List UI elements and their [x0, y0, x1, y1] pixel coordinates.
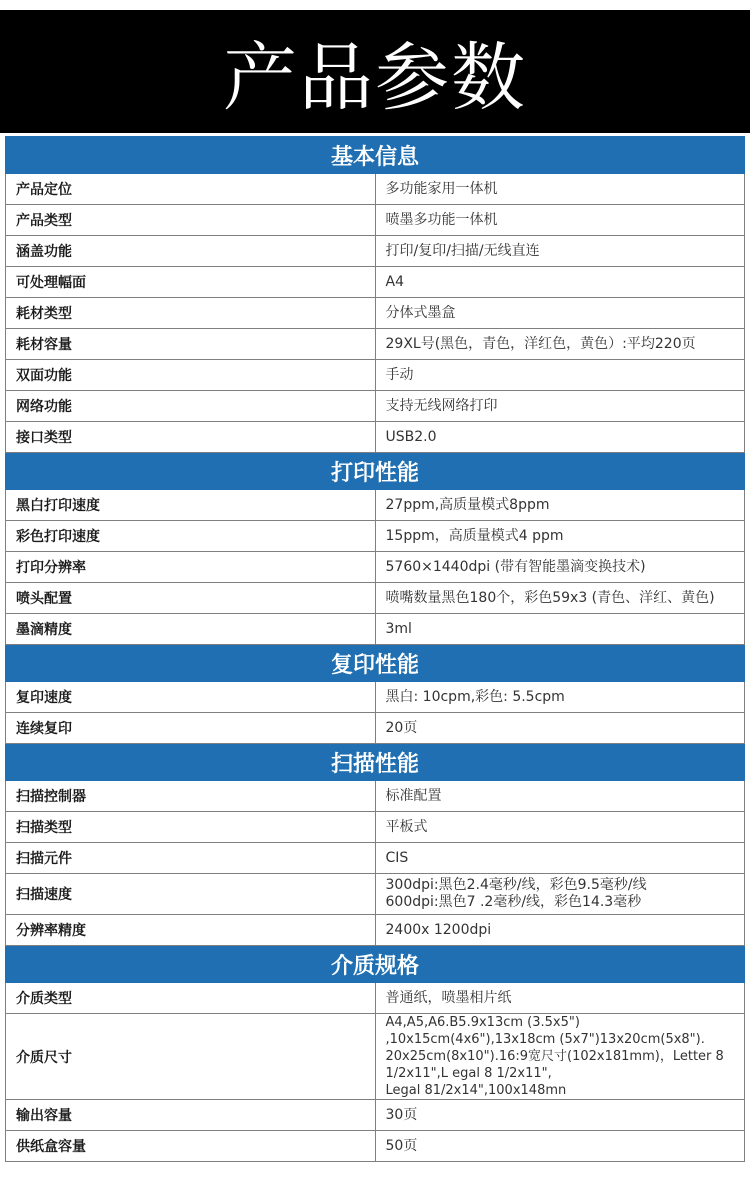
row-label: 连续复印	[6, 713, 376, 744]
table-row	[6, 915, 745, 946]
row-value: 黑白: 10cpm,彩色: 5.5cpm	[375, 682, 745, 713]
value-line: 20x25cm(8x10").16:9宽尺寸(102x181mm)，Letter 8 1/2x11",L egal 8 1/2x11",	[385, 1049, 724, 1081]
row-value: 27ppm,高质量模式8ppm	[375, 490, 745, 521]
row-value: 3ml	[375, 614, 745, 645]
row-value: 50页	[375, 1131, 745, 1162]
section-header-basic-info	[6, 137, 745, 174]
row-label: 介质类型	[6, 983, 376, 1014]
row-value: 平板式	[375, 812, 745, 843]
page-header	[0, 10, 750, 133]
table-row	[6, 1014, 745, 1100]
value-line: 600dpi:黑色7 .2毫秒/线，彩色14.3毫秒	[385, 894, 642, 910]
value-line: Legal 81/2x14",100x148mn	[385, 1083, 567, 1098]
table-row	[6, 267, 745, 298]
row-value: 30页	[375, 1100, 745, 1131]
row-value	[375, 874, 745, 915]
section-header-media-spec	[6, 946, 745, 983]
section-title: 打印性能	[6, 453, 745, 490]
row-label: 扫描类型	[6, 812, 376, 843]
row-value: 分体式墨盒	[375, 298, 745, 329]
table-row	[6, 205, 745, 236]
table-row	[6, 521, 745, 552]
row-label: 分辨率精度	[6, 915, 376, 946]
table-row	[6, 552, 745, 583]
page-title: 产品参数	[223, 34, 527, 121]
row-value: 打印/复印/扫描/无线直连	[375, 236, 745, 267]
row-label: 耗材类型	[6, 298, 376, 329]
section-header-copy-performance	[6, 645, 745, 682]
row-label: 产品类型	[6, 205, 376, 236]
table-row	[6, 781, 745, 812]
row-label: 接口类型	[6, 422, 376, 453]
row-label: 彩色打印速度	[6, 521, 376, 552]
row-label: 双面功能	[6, 360, 376, 391]
row-label: 介质尺寸	[6, 1014, 376, 1100]
row-label: 复印速度	[6, 682, 376, 713]
row-label: 可处理幅面	[6, 267, 376, 298]
row-label: 扫描控制器	[6, 781, 376, 812]
row-value: 手动	[375, 360, 745, 391]
row-value: 15ppm，高质量模式4 ppm	[375, 521, 745, 552]
row-label: 黑白打印速度	[6, 490, 376, 521]
table-row	[6, 360, 745, 391]
row-value	[375, 1014, 745, 1100]
row-value: 2400x 1200dpi	[375, 915, 745, 946]
table-row	[6, 391, 745, 422]
row-value: 标准配置	[375, 781, 745, 812]
table-row	[6, 1131, 745, 1162]
value-line: A4,A5,A6.B5.9x13cm (3.5x5") ,10x15cm(4x6"),13x18cm (5x7")13x20cm(5x8").	[385, 1015, 705, 1047]
section-title: 扫描性能	[6, 744, 745, 781]
section-header-scan-performance	[6, 744, 745, 781]
table-row	[6, 298, 745, 329]
row-value: 多功能家用一体机	[375, 174, 745, 205]
row-label: 供纸盒容量	[6, 1131, 376, 1162]
row-label: 喷头配置	[6, 583, 376, 614]
row-label: 扫描速度	[6, 874, 376, 915]
row-value: CIS	[375, 843, 745, 874]
table-row	[6, 490, 745, 521]
row-label: 产品定位	[6, 174, 376, 205]
row-label: 涵盖功能	[6, 236, 376, 267]
table-row	[6, 682, 745, 713]
spec-table	[5, 136, 745, 1162]
row-label: 墨滴精度	[6, 614, 376, 645]
table-row	[6, 843, 745, 874]
row-value: 20页	[375, 713, 745, 744]
table-row	[6, 583, 745, 614]
row-label: 耗材容量	[6, 329, 376, 360]
row-label: 扫描元件	[6, 843, 376, 874]
row-value: 5760×1440dpi (带有智能墨滴变换技术)	[375, 552, 745, 583]
table-row	[6, 329, 745, 360]
table-row	[6, 983, 745, 1014]
row-value: A4	[375, 267, 745, 298]
row-value: USB2.0	[375, 422, 745, 453]
section-title: 基本信息	[6, 137, 745, 174]
row-value: 喷嘴数量黑色180个，彩色59x3 (青色、洋红、黄色)	[375, 583, 745, 614]
row-label: 输出容量	[6, 1100, 376, 1131]
table-row	[6, 812, 745, 843]
table-row	[6, 713, 745, 744]
row-value: 普通纸，喷墨相片纸	[375, 983, 745, 1014]
section-title: 介质规格	[6, 946, 745, 983]
section-title: 复印性能	[6, 645, 745, 682]
value-line: 300dpi:黑色2.4毫秒/线，彩色9.5毫秒/线	[385, 877, 647, 893]
table-row	[6, 1100, 745, 1131]
row-value: 支持无线网络打印	[375, 391, 745, 422]
table-row	[6, 614, 745, 645]
section-header-print-performance	[6, 453, 745, 490]
row-label: 网络功能	[6, 391, 376, 422]
row-label: 打印分辨率	[6, 552, 376, 583]
table-row	[6, 174, 745, 205]
row-value: 29XL号(黑色，青色，洋红色，黄色）:平均220页	[375, 329, 745, 360]
row-value: 喷墨多功能一体机	[375, 205, 745, 236]
table-row	[6, 422, 745, 453]
table-row	[6, 874, 745, 915]
table-row	[6, 236, 745, 267]
